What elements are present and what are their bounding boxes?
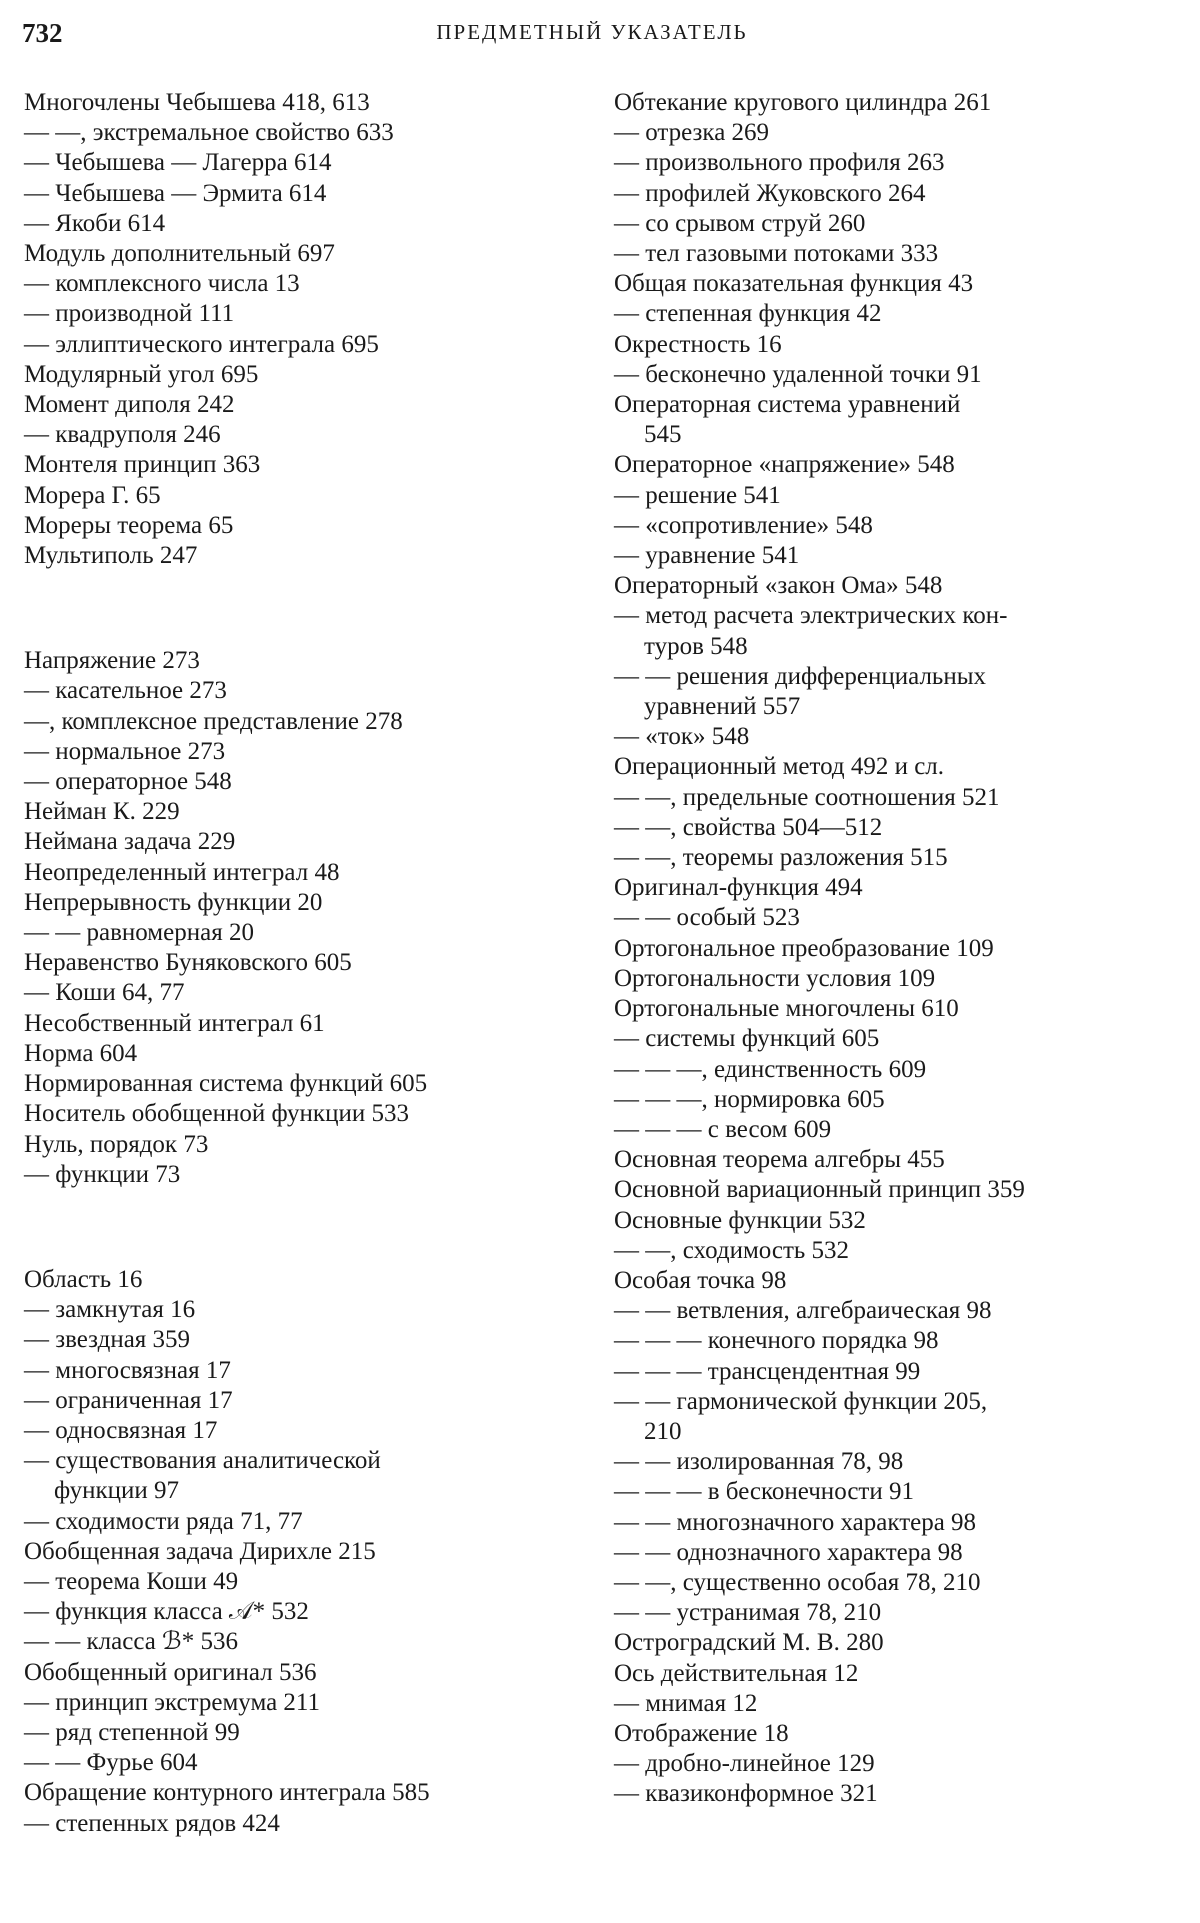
index-entry: — решение 541 (614, 481, 781, 509)
index-entry: — замкнутая 16 (24, 1296, 196, 1324)
index-entry: Операторный «закон Ома» 548 (614, 572, 943, 600)
index-entry: Нейман К. 229 (24, 798, 180, 826)
index-entry: Особая точка 98 (614, 1266, 787, 1294)
index-entry: Обобщенная задача Дирихле 215 (24, 1537, 376, 1565)
index-entry-continuation: 545 (644, 421, 682, 449)
index-entry: — метод расчета электрических кон- (614, 602, 1008, 630)
index-entry: — Якоби 614 (24, 209, 166, 237)
index-entry: Напряжение 273 (24, 647, 200, 675)
index-entry: — «сопротивление» 548 (614, 511, 873, 539)
index-entry: — сходимости ряда 71, 77 (24, 1507, 303, 1535)
index-entry: — — решения дифференциальных (614, 662, 986, 690)
index-entry: Основные функции 532 (614, 1206, 866, 1234)
index-entry: Многочлены Чебышева 418, 613 (24, 89, 370, 116)
index-entry: — производной 111 (24, 300, 235, 328)
index-entry: Неравенство Буняковского 605 (24, 949, 352, 977)
index-entry: Нуль, порядок 73 (24, 1130, 209, 1158)
index-entry: — уравнение 541 (614, 542, 800, 570)
index-entry: — эллиптического интеграла 695 (24, 330, 379, 358)
index-entry: — звездная 359 (24, 1326, 191, 1354)
index-entry: — —, экстремальное свойство 633 (24, 119, 394, 147)
index-column-left (24, 88, 584, 1839)
index-entry: Момент диполя 242 (24, 391, 235, 419)
index-entry: — Чебышева — Эрмита 614 (24, 179, 327, 207)
index-entry: — — ветвления, алгебраическая 98 (614, 1297, 992, 1325)
index-entry: Нормированная система функций 605 (24, 1070, 428, 1098)
index-entry: Основная теорема алгебры 455 (614, 1146, 945, 1174)
index-entry: — односвязная 17 (24, 1416, 218, 1444)
index-entry: —, комплексное представление 278 (24, 707, 403, 735)
index-entry: Ортогональные многочлены 610 (614, 995, 959, 1023)
index-entry: Ортогональности условия 109 (614, 964, 936, 992)
index-entry: — — равномерная 20 (24, 919, 254, 947)
index-column-right (614, 88, 1162, 1810)
index-entry: Ось действительная 12 (614, 1659, 859, 1687)
index-entry: Область 16 (24, 1265, 143, 1293)
index-entry: — — —, единственность 609 (614, 1055, 927, 1083)
index-entry: Обращение контурного интеграла 585 (24, 1779, 430, 1807)
index-entry: — многосвязная 17 (24, 1356, 231, 1384)
index-entry: — —, сходимость 532 (614, 1236, 850, 1264)
index-entry: — ограниченная 17 (24, 1386, 233, 1414)
index-entry: — дробно-линейное 129 (614, 1750, 875, 1778)
index-entry: Несобственный интеграл 61 (24, 1009, 325, 1037)
index-entry: — со срывом струй 260 (614, 209, 866, 237)
index-entry: — — — трансцендентная 99 (614, 1357, 921, 1385)
index-entry: Мультиполь 247 (24, 542, 198, 570)
index-entry: — степенная функция 42 (614, 300, 882, 328)
index-entry: Отображение 18 (614, 1719, 789, 1747)
section-gap (24, 571, 584, 646)
index-entry: Операторное «напряжение» 548 (614, 451, 955, 479)
index-entry: — нормальное 273 (24, 737, 226, 765)
index-entry: — — многозначного характера 98 (614, 1508, 977, 1536)
index-entry: Обобщенный оригинал 536 (24, 1658, 317, 1686)
index-entry: Ортогональное преобразование 109 (614, 934, 994, 962)
index-entry: — степенных рядов 424 (24, 1809, 280, 1837)
index-entry: — функции 73 (24, 1160, 181, 1188)
index-entry: Модуль дополнительный 697 (24, 240, 335, 268)
index-entry: Непрерывность функции 20 (24, 888, 323, 916)
index-entry: — квадруполя 246 (24, 421, 221, 449)
index-entry: — существования аналитической (24, 1447, 381, 1475)
index-entry: — мнимая 12 (614, 1689, 758, 1717)
index-entry: — Коши 64, 77 (24, 979, 185, 1007)
index-entry: — тел газовыми потоками 333 (614, 240, 939, 268)
index-entry: — —, предельные соотношения 521 (614, 783, 1000, 811)
index-entry: — бесконечно удаленной точки 91 (614, 360, 982, 388)
index-entry: — — — в бесконечности 91 (614, 1478, 914, 1506)
index-entry: — — особый 523 (614, 904, 800, 932)
index-entry: — «ток» 548 (614, 723, 750, 751)
index-entry: Обтекание кругового цилиндра 261 (614, 89, 992, 116)
index-entry: — — — с весом 609 (614, 1115, 832, 1143)
index-entry: — произвольного профиля 263 (614, 149, 945, 177)
index-entry: — профилей Жуковского 264 (614, 179, 926, 207)
index-entry-continuation: функции 97 (54, 1477, 179, 1505)
index-entry: Неопределенный интеграл 48 (24, 858, 340, 886)
index-entry: — —, теоремы разложения 515 (614, 844, 948, 872)
page-header (22, 18, 1162, 58)
index-entry: Модулярный угол 695 (24, 360, 259, 388)
index-entry: — — изолированная 78, 98 (614, 1448, 904, 1476)
index-entry: Мореры теорема 65 (24, 511, 234, 539)
index-entry: — системы функций 605 (614, 1025, 880, 1053)
index-entry: Окрестность 16 (614, 330, 782, 358)
index-entry: — — устранимая 78, 210 (614, 1599, 882, 1627)
index-entry: Неймана задача 229 (24, 828, 236, 856)
index-entry-continuation: уравнений 557 (644, 693, 801, 721)
index-entry: Основной вариационный принцип 359 (614, 1176, 1025, 1204)
index-entry: — теорема Коши 49 (24, 1567, 239, 1595)
index-entry: — — однозначного характера 98 (614, 1538, 963, 1566)
section-gap (24, 1190, 584, 1265)
index-entry: Остроградский М. В. 280 (614, 1629, 884, 1657)
index-entry: — ряд степенной 99 (24, 1718, 240, 1746)
index-entry: Операторная система уравнений (614, 391, 961, 419)
index-entry: Общая показательная функция 43 (614, 270, 974, 298)
index-entry: — касательное 273 (24, 677, 227, 705)
index-entry: — Чебышева — Лагерра 614 (24, 149, 332, 177)
index-entry: Морера Г. 65 (24, 481, 161, 509)
index-entry: — принцип экстремума 211 (24, 1688, 321, 1716)
index-entry: — функция класса 𝒜* 532 (24, 1598, 309, 1626)
index-entry-continuation: 210 (644, 1417, 682, 1445)
index-entry: — отрезка 269 (614, 119, 770, 147)
index-entry: Норма 604 (24, 1039, 138, 1067)
index-entry: — квазиконформное 321 (614, 1780, 878, 1808)
index-entry: — операторное 548 (24, 768, 232, 796)
index-entry: — —, существенно особая 78, 210 (614, 1568, 981, 1596)
index-entry: Оригинал-функция 494 (614, 874, 863, 902)
index-entry: — — — конечного порядка 98 (614, 1327, 939, 1355)
index-entry: — —, свойства 504—512 (614, 813, 883, 841)
index-entry: — — класса ℬ* 536 (24, 1628, 238, 1656)
index-entry: Монтеля принцип 363 (24, 451, 261, 479)
index-entry: — — —, нормировка 605 (614, 1085, 885, 1113)
index-entry: — комплексного числа 13 (24, 270, 300, 298)
index-entry: Операционный метод 492 и сл. (614, 753, 945, 781)
index-entry: — — гармонической функции 205, (614, 1387, 988, 1415)
index-entry-continuation: туров 548 (644, 632, 748, 660)
index-entry: Носитель обобщенной функции 533 (24, 1100, 409, 1128)
index-entry: — — Фурье 604 (24, 1749, 198, 1777)
page-number: 732 (22, 18, 63, 48)
running-title: ПРЕДМЕТНЫЙ УКАЗАТЕЛЬ (436, 20, 748, 44)
